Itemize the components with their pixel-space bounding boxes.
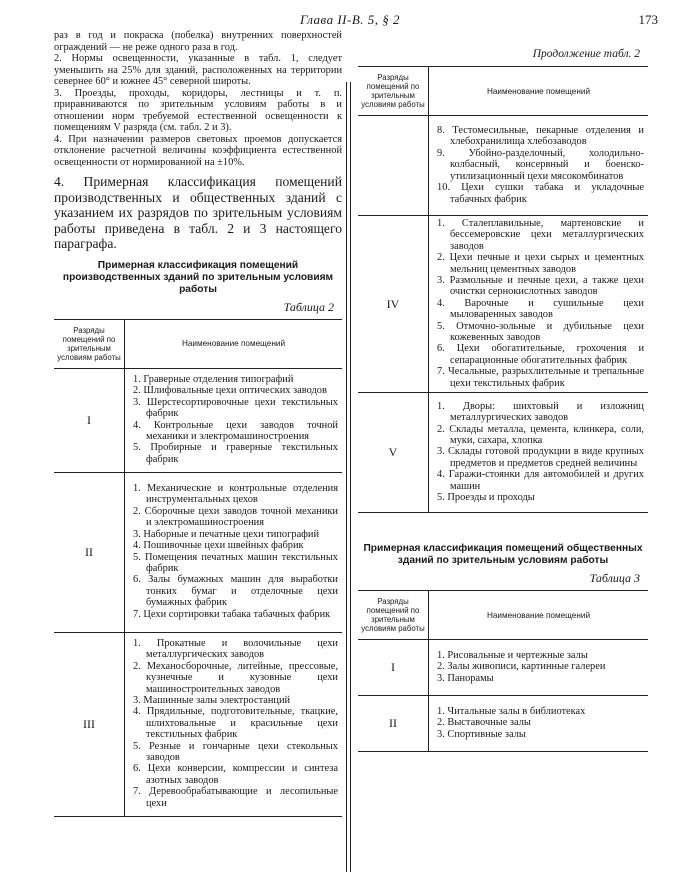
names-cell [429,216,649,393]
list-item: 3. Машинные залы электростанций [133,694,291,706]
continuation-label: Продолжение табл. 2 [532,48,640,60]
table-header-row [358,591,648,640]
column-header-category: Разряды помещений по зрительным условиям работы [358,67,429,116]
names-cell [125,368,343,472]
list-item: 3. Склады готовой продукции в виде крупных предметов и предметов средней величины [437,446,644,469]
list-item: 4. Гаражи-стоянки для автомобилей и других машин [437,469,644,492]
table-row [54,632,342,816]
list-item: 5. Отмочно-зольные и дубильные цехи кожевенных заводов [437,320,644,344]
list-item: 1. Рисовальные и чертежные залы [437,649,588,661]
table-row [54,368,342,472]
table2-title: Примерная классификация помещений производственных зданий по зрительным условиям работы [62,259,334,295]
list-item: 1. Граверные отделения типографий [133,373,294,385]
names-cell [125,472,343,632]
column-header-category: Разряды помещений по зрительным условиям работы [358,591,429,640]
list-item: 7. Цехи сортировки табака табачных фабрик [133,608,331,620]
paragraph: 3. Проезды, проходы, коридоры, лестницы и т. п. приравниваются по зрительным условиям работы в и отношении норм требуемой естественной освещенности к помещениям V разряда (см. табл. 2 и 3). [54,87,342,133]
list-item: 1. Механические и контрольные отделения инструментальных цехов [133,483,338,506]
list-item: 3. Спортивные залы [437,728,526,740]
list-item: 7. Чесальные, разрыхлительные и трепальные цехи текстильных фабрик [437,366,644,389]
table-row [358,640,648,696]
list-item: 2. Выставочные залы [437,717,531,729]
room-list [437,650,644,684]
left-column [54,30,342,817]
section-paragraph: 4. Примерная классификация помещений производственных и общественных зданий с указанием их разрядов по зрительным условиям работы приведена в табл. 2 и 3 настоящего параграфа. [54,174,342,251]
list-item: 2. Сборочные цехи заводов точной механики и электромашиностроения [133,505,338,529]
list-item: 1. Прокатные и волочильные цехи металлургических заводов [133,637,338,661]
names-cell [429,116,649,216]
category-cell: II [358,696,429,752]
category-cell: I [54,368,125,472]
table-header-row [358,67,648,116]
list-item: 8. Тестомесильные, пекарные отделения и хлебохранилища хлебозаводов [437,125,644,148]
room-list [437,125,644,205]
table2-continued [358,66,648,513]
list-item: 5. Резные и гончарные цехи стекольных заводов [133,740,338,764]
category-cell: IV [358,216,429,393]
list-item: 3. Шерстесортировочные цехи текстильных фабрик [133,396,338,420]
names-cell [429,640,649,696]
right-column [358,30,648,752]
room-list [437,706,644,740]
column-header-names: Наименование помещений [429,591,649,640]
table-row [358,216,648,393]
column-header-category: Разряды помещений по зрительным условиям работы [54,319,125,368]
column-header-names: Наименование помещений [125,319,343,368]
category-cell: II [54,472,125,632]
column-rule [350,82,351,872]
paragraph: 4. При назначении размеров световых проемов допускается отклонение расчетной величины коэффициента естественной освещенности от нормированной на ±10%. [54,133,342,168]
list-item: 3. Панорамы [437,672,494,684]
table-row [54,472,342,632]
table-row [358,393,648,513]
list-item: 7. Деревообрабатывающие и лесопильные цехи [133,786,338,809]
table3-title: Примерная классификация помещений общественных зданий по зрительным условиям работы [363,543,643,567]
category-cell: V [358,393,429,513]
list-item: 4. Варочные и сушильные цехи мыловаренных заводов [437,297,644,321]
list-item: 2. Склады металла, цемента, клинкера, соли, муки, сахара, хлопка [437,423,644,446]
column-header-names: Наименование помещений [429,67,649,116]
room-list [437,218,644,389]
list-item: 2. Цехи печные и цехи сырых и цементных мельниц цементных заводов [437,252,644,275]
list-item: 6. Цехи обогатительные, грохочения и сепарационные обогатительных фабрик [437,343,644,366]
list-item: 2. Механосборочные, литейные, прессовые, кузнечные и кузовные цехи машиностроительных заводов [133,660,338,695]
names-cell [429,393,649,513]
list-item: 3. Размольные и печные цехи, а также цехи очистки сернокислотных заводов [437,275,644,298]
table-row [358,116,648,216]
paragraph: раз в год и покраска (побелка) внутренних поверхностей ограждений — не реже одного раза в год. [54,30,342,53]
column-rule [346,82,347,872]
page-number: 173 [638,12,658,27]
room-list [133,374,338,465]
list-item: 4. Прядильные, подготовительные, ткацкие, шлихтовальные и красильные цехи текстильных фабрик [133,706,338,741]
chapter-heading: Глава II-В. 5, § 2 [300,12,401,27]
list-item: 4. Контрольные цехи заводов точной механики и электромашиностроения [133,419,338,442]
names-cell [125,632,343,816]
room-list [437,401,644,504]
list-item: 6. Залы бумажных машин для выработки тонких бумаг и отделочные цехи бумажных фабрик [133,574,338,609]
list-item: 4. Пошивочные цехи швейных фабрик [133,540,304,552]
names-cell [429,696,649,752]
paragraph: 2. Нормы освещенности, указанные в табл. 1, следует уменьшить на 25% для зданий, расположенных на территории севернее 60° и южнее 45° северной широты. [54,53,342,87]
room-list [133,483,338,620]
list-item: 5. Проезды и проходы [437,492,535,504]
table3-label: Таблица 3 [589,571,640,586]
table3 [358,590,648,752]
table2-label: Таблица 2 [283,299,334,314]
list-item: 10. Цехи сушки табака и укладочные табачных фабрик [437,182,644,205]
list-item: 5. Пробирные и граверные текстильных фабрик [133,442,338,465]
list-item: 5. Помещения печатных машин текстильных фабрик [133,551,338,574]
list-item: 1. Сталеплавильные, мартеновские и бессемеровские цехи металлургических заводов [437,218,644,252]
list-item: 3. Наборные и печатные цехи типографий [133,528,320,540]
table2 [54,319,342,817]
table-header-row [54,319,342,368]
list-item: 2. Шлифовальные цехи оптических заводов [133,385,327,397]
list-item: 6. Цехи конверсии, компрессии и синтеза азотных заводов [133,763,338,786]
category-cell: I [358,640,429,696]
list-item: 1. Дворы: шихтовый и изложниц металлургических заводов [437,400,644,424]
table-row [358,696,648,752]
list-item: 2. Залы живописи, картинные галереи [437,661,606,673]
room-list [133,638,338,809]
list-item: 1. Читальные залы в библиотеках [437,705,586,717]
list-item: 9. Убойно-разделочный, холодильно-колбасный, консервный и боенско-утилизационный цехи мясокомбинатов [437,147,644,182]
category-cell [358,116,429,216]
category-cell: III [54,632,125,816]
